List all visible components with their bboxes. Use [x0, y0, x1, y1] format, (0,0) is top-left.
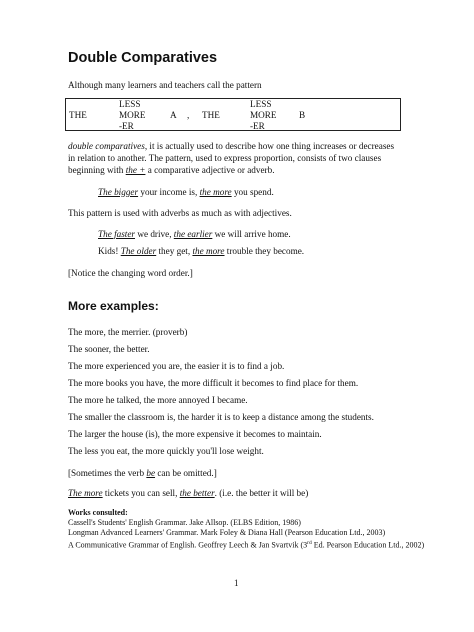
pattern-b: B	[299, 110, 306, 120]
pattern-comma: ,	[187, 110, 190, 120]
pattern-a: A	[170, 110, 177, 120]
term: double comparatives	[68, 141, 145, 151]
example-bigger: The bigger your income is, the more you spend.	[98, 187, 274, 197]
pattern-the-right: THE	[202, 110, 220, 120]
definition-line-3: beginning with the + a comparative adjective or adverb.	[68, 165, 275, 175]
works-consulted-heading: Works consulted:	[68, 508, 128, 517]
notice-note: [Notice the changing word order.]	[68, 268, 193, 278]
pattern-left-more: MORE	[119, 110, 146, 120]
works-item: A Communicative Grammar of English. Geoffrey Leech & Jan Svartvik (3rd Ed. Pearson Education Ltd., 2002)	[68, 540, 425, 550]
example-line: The less you eat, the more quickly you'll lose weight.	[68, 446, 264, 456]
tickets-example: The more tickets you can sell, the better. (i.e. the better it will be)	[68, 488, 309, 498]
example-line: The smaller the classroom is, the harder it is to keep a distance among the students.	[68, 412, 374, 422]
sometimes-note: [Sometimes the verb be can be omitted.]	[68, 468, 217, 478]
pattern-left-er: -ER	[119, 121, 134, 131]
page-title: Double Comparatives	[68, 50, 218, 66]
example-line: The more experienced you are, the easier it is to find a job.	[68, 361, 285, 371]
intro-text: Although many learners and teachers call the pattern	[68, 80, 262, 90]
pattern-left-less: LESS	[119, 99, 141, 109]
definition-line-1: double comparatives, it is actually used to describe how one thing increases or decreases	[68, 141, 395, 151]
example-line: The larger the house (is), the more expensive it becomes to maintain.	[68, 429, 322, 439]
page-number: 1	[234, 578, 239, 588]
example-line: The more, the merrier. (proverb)	[68, 327, 188, 337]
pattern-right-er: -ER	[250, 121, 265, 131]
pattern-right-more: MORE	[250, 110, 277, 120]
example-faster: The faster we drive, the earlier we will arrive home.	[98, 229, 291, 239]
example-line: The more he talked, the more annoyed I became.	[68, 395, 248, 405]
pattern-right-less: LESS	[250, 99, 272, 109]
example-line: The more books you have, the more difficult it becomes to find place for them.	[68, 378, 359, 388]
pattern-the-left: THE	[69, 110, 87, 120]
works-item: Longman Advanced Learners' Grammar. Mark Foley & Diana Hall (Pearson Education Ltd., 2003)	[68, 528, 386, 537]
adverbs-line: This pattern is used with adverbs as much as with adjectives.	[68, 208, 292, 218]
example-line: The sooner, the better.	[68, 344, 150, 354]
works-item: Cassell's Students' English Grammar. Jake Allsop. (ELBS Edition, 1986)	[68, 518, 301, 527]
more-examples-heading: More examples:	[68, 299, 159, 313]
pattern-box	[65, 98, 401, 131]
example-older: Kids! The older they get, the more trouble they become.	[98, 246, 305, 256]
definition-line-2: in relation to another. The pattern, used to express proportion, consists of two clauses	[68, 153, 382, 163]
